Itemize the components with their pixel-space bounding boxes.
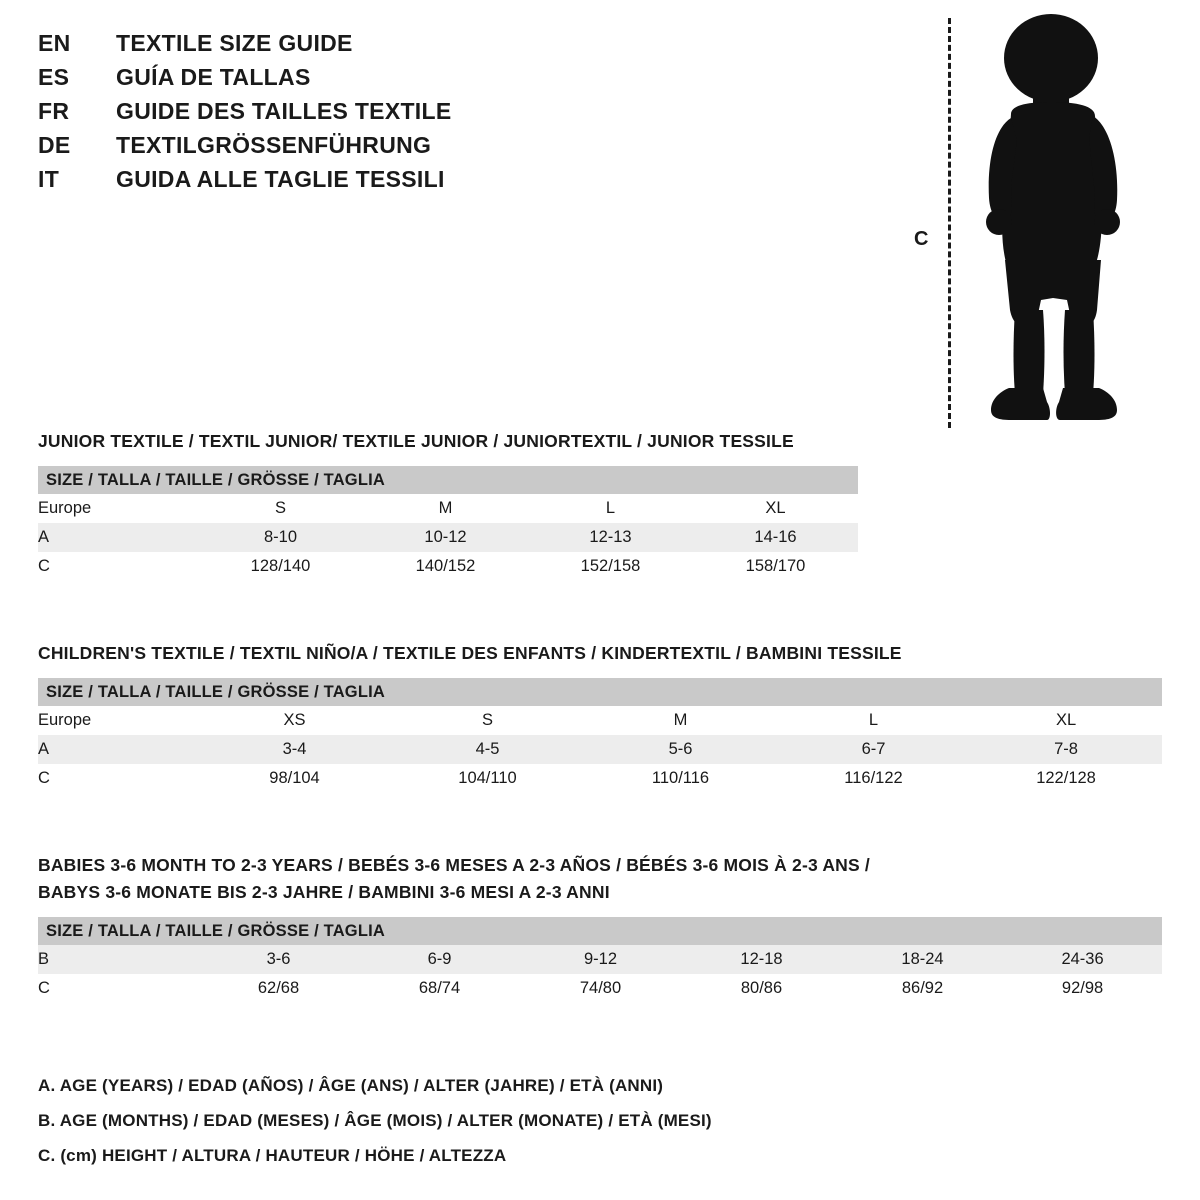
- cell-value: 68/74: [359, 974, 520, 1003]
- language-row: [38, 64, 658, 98]
- cell-value: 8-10: [198, 523, 363, 552]
- legend-line-a: A. AGE (YEARS) / EDAD (AÑOS) / ÂGE (ANS) / ALTER (JAHRE) / ETÀ (ANNI): [38, 1076, 664, 1095]
- cell-value: 12-18: [681, 945, 842, 974]
- cell-value: 92/98: [1003, 974, 1162, 1003]
- cell-value: 86/92: [842, 974, 1003, 1003]
- row-label: A: [38, 735, 198, 764]
- cell-value: 7-8: [970, 735, 1162, 764]
- language-code: EN: [38, 30, 71, 56]
- table-row: [38, 764, 1162, 793]
- cell-value: 3-6: [198, 945, 359, 974]
- cell-value: 3-4: [198, 735, 391, 764]
- babies-band-label: SIZE / TALLA / TAILLE / GRÖSSE / TAGLIA: [38, 917, 1162, 945]
- language-title: TEXTILE SIZE GUIDE: [116, 30, 353, 56]
- cell-value: 18-24: [842, 945, 1003, 974]
- table-band-row: [38, 917, 1162, 945]
- row-label: B: [38, 945, 198, 974]
- cell-value: S: [198, 494, 363, 523]
- language-row: [38, 166, 658, 200]
- cell-value: 110/116: [584, 764, 777, 793]
- legend-block: [38, 1068, 1038, 1174]
- cell-value: L: [777, 706, 970, 735]
- row-label: A: [38, 523, 198, 552]
- cell-value: M: [584, 706, 777, 735]
- language-code: FR: [38, 98, 70, 124]
- row-label: Europe: [38, 706, 198, 735]
- legend-line-b: B. AGE (MONTHS) / EDAD (MESES) / ÂGE (MOIS) / ALTER (MONATE) / ETÀ (MESI): [38, 1111, 712, 1131]
- cell-value: 122/128: [970, 764, 1162, 793]
- cell-value: 74/80: [520, 974, 681, 1003]
- language-code: ES: [38, 64, 70, 90]
- language-title: GUÍA DE TALLAS: [116, 64, 311, 90]
- cell-value: 62/68: [198, 974, 359, 1003]
- cell-value: 5-6: [584, 735, 777, 764]
- language-row: [38, 98, 658, 132]
- cell-value: 80/86: [681, 974, 842, 1003]
- legend-line-c: C. (cm) HEIGHT / ALTURA / HAUTEUR / HÖHE / ALTEZZA: [38, 1146, 507, 1166]
- cell-value: 140/152: [363, 552, 528, 581]
- table-band-row: [38, 466, 858, 494]
- junior-size-table: [38, 466, 858, 581]
- cell-value: 98/104: [198, 764, 391, 793]
- language-code: DE: [38, 132, 71, 158]
- cell-value: XL: [693, 494, 858, 523]
- cell-value: XS: [198, 706, 391, 735]
- row-label: C: [38, 974, 198, 1003]
- babies-size-table: [38, 917, 1162, 1003]
- table-row: [38, 974, 1162, 1003]
- cell-value: 158/170: [693, 552, 858, 581]
- language-row: [38, 30, 658, 64]
- cell-value: 6-9: [359, 945, 520, 974]
- cell-value: 24-36: [1003, 945, 1162, 974]
- cell-value: M: [363, 494, 528, 523]
- children-section: [38, 640, 1162, 793]
- toddler-silhouette-icon: [955, 10, 1155, 425]
- height-dashed-line: [948, 18, 951, 428]
- cell-value: 128/140: [198, 552, 363, 581]
- junior-band-label: SIZE / TALLA / TAILLE / GRÖSSE / TAGLIA: [38, 466, 858, 494]
- cell-value: 9-12: [520, 945, 681, 974]
- cell-value: 12-13: [528, 523, 693, 552]
- cell-value: L: [528, 494, 693, 523]
- table-row: [38, 706, 1162, 735]
- cell-value: 10-12: [363, 523, 528, 552]
- junior-heading: JUNIOR TEXTILE / TEXTIL JUNIOR/ TEXTILE JUNIOR / JUNIORTEXTIL / JUNIOR TESSILE: [38, 431, 794, 451]
- language-title: TEXTILGRÖSSENFÜHRUNG: [116, 132, 432, 158]
- table-band-row: [38, 678, 1162, 706]
- babies-heading-line1: BABIES 3-6 MONTH TO 2-3 YEARS / BEBÉS 3-6 MESES A 2-3 AÑOS / BÉBÉS 3-6 MOIS À 2-3 ANS /: [38, 855, 870, 875]
- height-measure-label: C: [914, 228, 929, 250]
- language-code: IT: [38, 166, 60, 192]
- row-label: C: [38, 552, 198, 581]
- children-heading: CHILDREN'S TEXTILE / TEXTIL NIÑO/A / TEXTILE DES ENFANTS / KINDERTEXTIL / BAMBINI TESSILE: [38, 643, 902, 663]
- children-size-table: [38, 678, 1162, 793]
- table-row: [38, 523, 858, 552]
- table-row: [38, 735, 1162, 764]
- cell-value: 116/122: [777, 764, 970, 793]
- cell-value: 6-7: [777, 735, 970, 764]
- language-title: GUIDA ALLE TAGLIE TESSILI: [116, 166, 445, 192]
- children-band-label: SIZE / TALLA / TAILLE / GRÖSSE / TAGLIA: [38, 678, 1162, 706]
- junior-section: [38, 428, 1162, 581]
- row-label: Europe: [38, 494, 198, 523]
- cell-value: XL: [970, 706, 1162, 735]
- table-row: [38, 945, 1162, 974]
- language-title-list: [38, 30, 658, 200]
- babies-heading-line2: BABYS 3-6 MONATE BIS 2-3 JAHRE / BAMBINI 3-6 MESI A 2-3 ANNI: [38, 882, 610, 903]
- height-measure-figure: [900, 10, 1160, 430]
- table-row: [38, 494, 858, 523]
- language-row: [38, 132, 658, 166]
- cell-value: 152/158: [528, 552, 693, 581]
- cell-value: 4-5: [391, 735, 584, 764]
- row-label: C: [38, 764, 198, 793]
- cell-value: 104/110: [391, 764, 584, 793]
- cell-value: S: [391, 706, 584, 735]
- language-title: GUIDE DES TAILLES TEXTILE: [116, 98, 452, 124]
- table-row: [38, 552, 858, 581]
- babies-section: [38, 852, 1162, 1003]
- cell-value: 14-16: [693, 523, 858, 552]
